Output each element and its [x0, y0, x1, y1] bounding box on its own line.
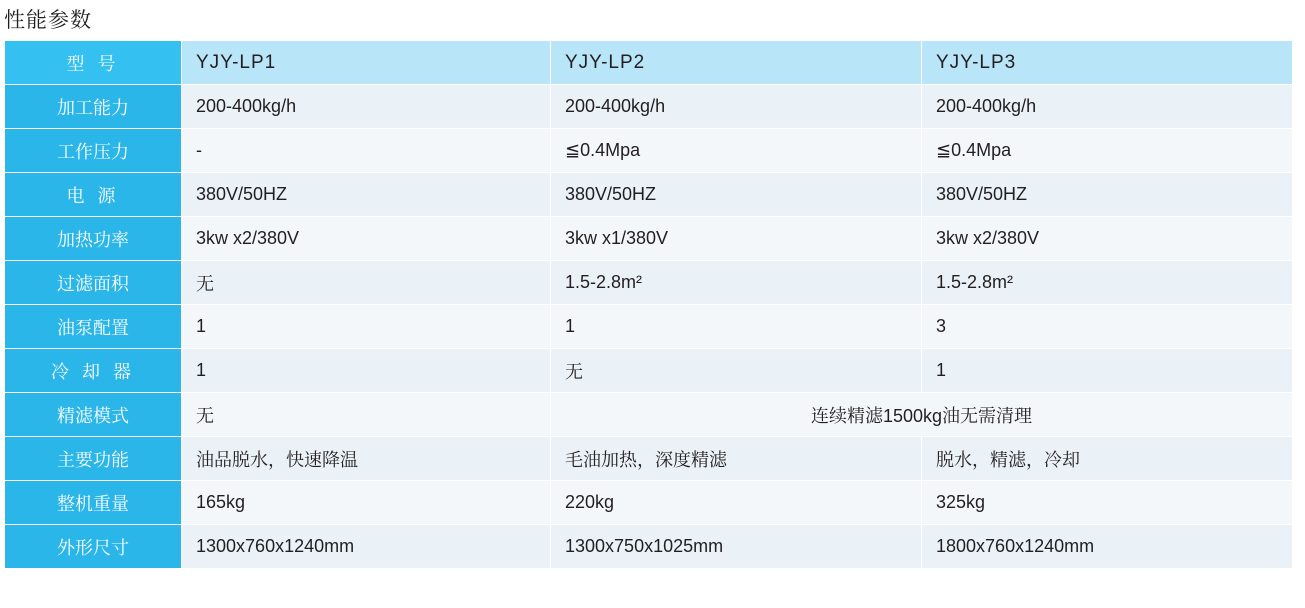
row-value: 3kw x1/380V: [551, 217, 922, 261]
table-row: [5, 305, 1293, 349]
row-value: 1: [551, 305, 922, 349]
row-value: 200-400kg/h: [182, 85, 551, 129]
row-value: 1800x760x1240mm: [922, 525, 1293, 569]
table-row: [5, 261, 1293, 305]
table-row: [5, 349, 1293, 393]
row-value: 165kg: [182, 481, 551, 525]
row-value: 380V/50HZ: [551, 173, 922, 217]
row-value: ≦0.4Mpa: [922, 129, 1293, 173]
page-title: 性能参数: [4, 9, 92, 32]
table-row: [5, 85, 1293, 129]
table-row: [5, 173, 1293, 217]
row-value: 200-400kg/h: [551, 85, 922, 129]
row-value: 无: [182, 393, 551, 437]
row-value: -: [182, 129, 551, 173]
table-row-merged: [5, 393, 1293, 437]
row-value-merged: 连续精滤1500kg油无需清理: [551, 393, 1293, 437]
row-value: 325kg: [922, 481, 1293, 525]
table-header-row: [5, 41, 1293, 85]
row-label: 主要功能: [5, 437, 182, 481]
header-model-2: YJY-LP2: [551, 41, 922, 85]
header-label-cell: 型 号: [5, 41, 182, 85]
row-value: 毛油加热，深度精滤: [551, 437, 922, 481]
row-value: 无: [182, 261, 551, 305]
row-value: 1: [922, 349, 1293, 393]
row-value: 1.5-2.8m²: [551, 261, 922, 305]
row-value: 200-400kg/h: [922, 85, 1293, 129]
table-row: [5, 217, 1293, 261]
row-label: 加工能力: [5, 85, 182, 129]
row-label: 加热功率: [5, 217, 182, 261]
row-value: 380V/50HZ: [922, 173, 1293, 217]
row-value: 380V/50HZ: [182, 173, 551, 217]
row-value: 3kw x2/380V: [182, 217, 551, 261]
row-label: 整机重量: [5, 481, 182, 525]
row-value: ≦0.4Mpa: [551, 129, 922, 173]
row-value: 3kw x2/380V: [922, 217, 1293, 261]
row-value: 1.5-2.8m²: [922, 261, 1293, 305]
row-value: 3: [922, 305, 1293, 349]
row-label: 冷 却 器: [5, 349, 182, 393]
row-value: 油品脱水，快速降温: [182, 437, 551, 481]
row-value: 1: [182, 305, 551, 349]
row-label: 外形尺寸: [5, 525, 182, 569]
row-value: 1: [182, 349, 551, 393]
specification-table: [4, 40, 1293, 569]
header-model-1: YJY-LP1: [182, 41, 551, 85]
row-value: 无: [551, 349, 922, 393]
header-model-3: YJY-LP3: [922, 41, 1293, 85]
table-row: [5, 481, 1293, 525]
table-row: [5, 129, 1293, 173]
row-value: 1300x750x1025mm: [551, 525, 922, 569]
row-value: 脱水，精滤，冷却: [922, 437, 1293, 481]
row-label: 油泵配置: [5, 305, 182, 349]
row-label: 精滤模式: [5, 393, 182, 437]
row-value: 220kg: [551, 481, 922, 525]
row-label: 过滤面积: [5, 261, 182, 305]
row-value: 1300x760x1240mm: [182, 525, 551, 569]
row-label: 电 源: [5, 173, 182, 217]
table-row: [5, 437, 1293, 481]
table-row: [5, 525, 1293, 569]
row-label: 工作压力: [5, 129, 182, 173]
